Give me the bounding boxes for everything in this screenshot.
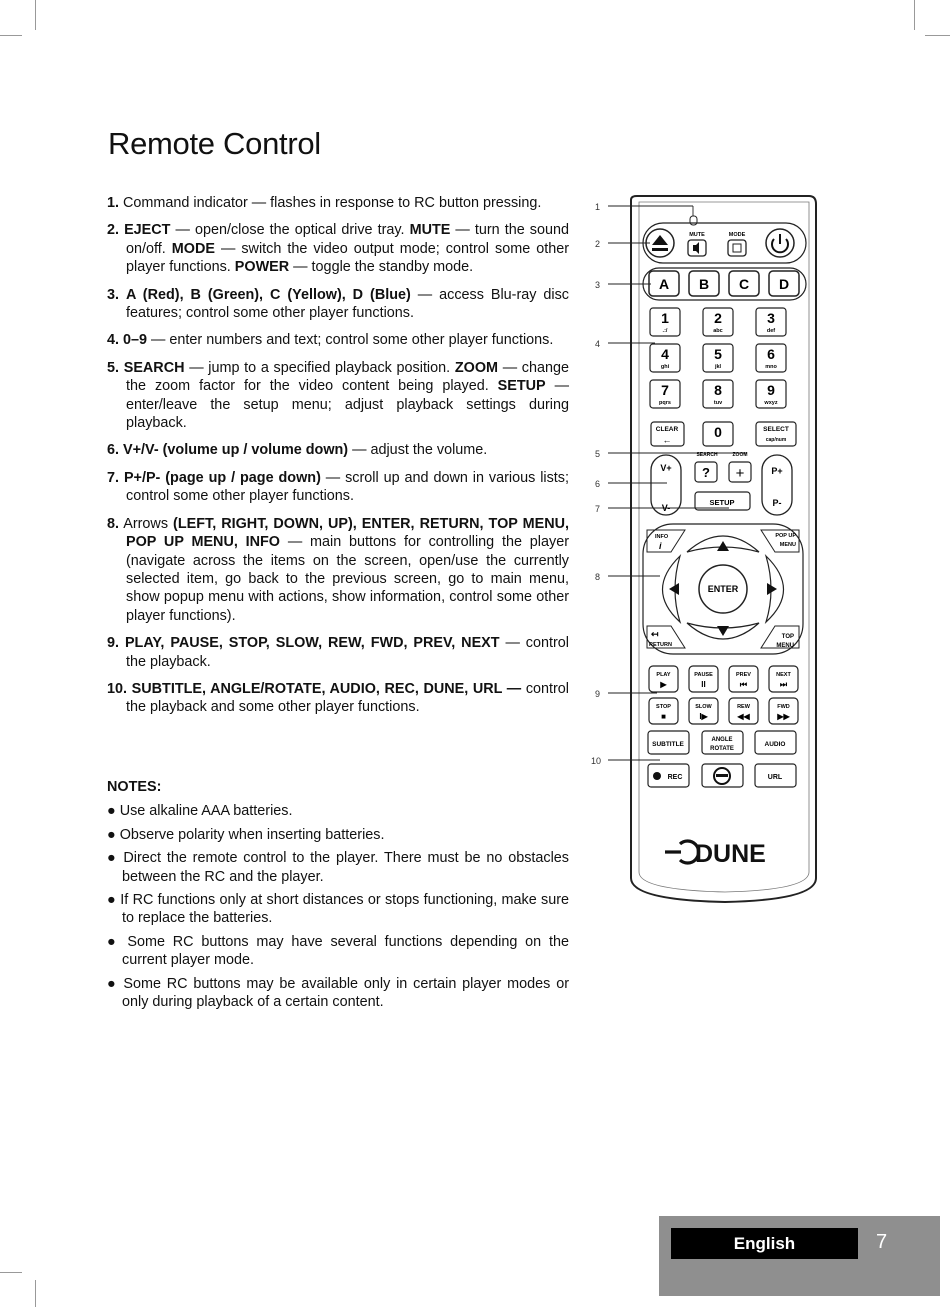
color-key-label: D [778,276,790,292]
note-text: Some RC buttons may be available only in certain player modes or only during playback of a certain content. [122,975,569,1011]
color-key-label: C [738,276,750,292]
digit-sublabel: abc [713,328,723,334]
crop-mark [35,0,36,30]
bullet-icon: ● [107,933,128,950]
crop-mark [35,1280,36,1307]
feature-item [107,331,569,349]
note-text: Direct the remote control to the player. There must be no obstacles between the RC and the player. [122,850,569,885]
top-menu-label-line2: MENU [776,643,794,649]
setup-label: SETUP [709,498,735,507]
item-text: A (Red), B (Green), C (Yellow), D (Blue) [125,286,411,303]
color-key-label: A [658,276,670,292]
digit-0-label: 0 [714,424,722,440]
zoom-icon: + [735,465,745,482]
digit-label: 9 [767,382,775,398]
item-number: 10. [107,680,128,697]
page-down-label: P- [772,498,782,508]
note-text: Some RC buttons may have several functions depending on the current player mode. [122,933,569,969]
item-text: Arrows [123,515,174,532]
info-icon: i [659,541,662,551]
crop-mark [925,35,950,36]
callout-label: 10 [591,756,602,766]
digit-label: 6 [767,346,775,362]
note-item [107,891,569,928]
next-icon: ⏭ [779,680,788,689]
item-text: — enter/leave the setup menu; adjust playback settings during playback. [126,378,569,432]
fwd-icon: ▶▶ [777,712,790,721]
select-sublabel: cap/num [765,437,787,443]
feature-item [107,359,569,433]
item-text: — turn the sound on/off. [126,222,569,257]
callout-label: 7 [595,504,601,514]
digit-sublabel: jkl [714,364,722,370]
subtitle-label: SUBTITLE [652,741,684,748]
item-text: — main buttons for controlling the player (navigate across the items on the screen, open/use the currently selected item, go back to the previous screen, go to main menu, show popup menu with actions, show information, control some other player functions). [126,534,569,624]
callout-label: 8 [595,572,601,582]
item-text: MUTE [409,222,451,239]
item-number: 1. [107,195,120,211]
item-number: 2. [107,222,120,239]
return-icon: ↤ [651,629,659,639]
item-text: POWER [234,259,290,276]
playback-key-label: PREV [736,672,751,678]
top-menu-label: TOP [781,634,794,640]
audio-label: AUDIO [764,741,786,748]
item-text: — access Blu-ray disc features; control some other player functions. [126,286,569,322]
feature-item [107,680,569,717]
item-number: 3. [107,286,120,303]
playback-key-label: NEXT [776,672,791,678]
digit-sublabel: tuv [713,400,723,406]
digit-sublabel: ghi [660,364,670,370]
bullet-icon: ● [107,975,124,992]
feature-item [107,469,569,506]
item-text: — enter numbers and text; control some other player functions. [147,332,554,349]
mode-label: MODE [728,232,746,238]
note-item [107,802,569,820]
digit-sublabel: wxyz [764,400,778,406]
page-number: 7 [876,1231,888,1253]
item-number: 9. [107,635,120,652]
digit-label: 1 [661,310,669,326]
bullet-icon: ● [107,803,120,820]
item-text: Command indicator — flashes in response to RC button pressing. [123,195,542,211]
playback-key-label: REW [737,704,750,710]
callout-label: 3 [595,280,601,290]
angle-label: ANGLE [711,737,733,743]
item-text: — control the playback. [126,635,569,670]
note-item [107,849,569,886]
language-label: English [671,1228,858,1259]
callout-label: 6 [595,479,601,489]
note-text: Observe polarity when inserting batteries. [119,826,385,843]
rec-label: REC [667,774,683,781]
item-text: MODE [171,240,215,257]
note-text: If RC functions only at short distances or stops functioning, make sure to replace the batteries. [120,892,569,927]
digit-label: 7 [661,382,669,398]
note-text: Use alkaline AAA batteries. [119,803,293,820]
bullet-icon: ● [107,826,120,843]
playback-key-label: FWD [777,704,790,710]
feature-item [107,194,569,212]
bullet-icon: ● [107,850,124,867]
item-text: 0–9 [123,332,148,349]
feature-item [107,515,569,625]
digit-label: 2 [714,310,722,326]
callout-label: 2 [595,239,601,249]
item-text: — jump to a specified playback position. [184,359,455,376]
note-item [107,826,569,844]
item-text: control the playback and some other player functions. [126,680,570,716]
item-text: — toggle the standby mode. [289,259,474,276]
color-key-label: B [698,276,710,292]
popup-label-line2: MENU [779,542,796,548]
notes-list [107,802,569,1011]
prev-icon: ⏮ [739,680,748,689]
item-text: EJECT [124,222,171,239]
remote-control-illustration [585,190,825,905]
feature-item [107,634,569,671]
crop-mark [914,0,915,30]
item-text: P+/P- (page up / page down) [123,469,321,486]
volume-up-label: V+ [660,463,672,473]
item-text: ZOOM [454,359,499,376]
item-text: SEARCH [123,359,185,376]
feature-item [107,221,569,276]
arrow-left-icon: ← [662,435,672,445]
note-item [107,975,569,1012]
digit-label: 3 [767,310,775,326]
playback-key-label: STOP [656,704,671,710]
digit-sublabel: pqrs [659,400,671,406]
rew-icon: ◀◀ [737,712,750,721]
brand-name: DUNE [695,840,766,868]
digit-sublabel: .:/ [662,328,668,334]
playback-key-label: PAUSE [694,672,713,678]
search-icon: ? [702,465,710,480]
item-text: — scroll up and down in various lists; control some other player functions. [126,469,570,505]
digit-sublabel: mno [765,364,777,370]
stop-icon: ■ [661,712,666,721]
rotate-label: ROTATE [710,746,734,752]
play-icon: ▶ [660,680,667,689]
return-label: RETURN [649,642,672,648]
digit-sublabel: def [766,328,776,334]
digit-label: 5 [714,346,722,362]
select-label: SELECT [763,426,789,433]
page-up-label: P+ [771,466,783,476]
feature-item [107,441,569,459]
page-title: Remote Control [108,126,321,161]
search-label: SEARCH [696,452,718,458]
info-label: INFO [655,534,669,540]
record-icon [653,772,661,780]
feature-list [107,194,569,726]
item-number: 4. [107,332,120,349]
notes-section [107,778,569,1016]
item-text: V+/V- (volume up / volume down) [123,442,349,459]
callout-label: 1 [595,202,601,212]
item-number: 5. [107,359,120,376]
item-text: PLAY, PAUSE, STOP, SLOW, REW, FWD, PREV, NEXT [124,635,500,652]
digit-label: 8 [714,382,722,398]
slow-icon: I▶ [699,712,708,721]
clear-label: CLEAR [655,426,679,433]
callout-label: 9 [595,689,601,699]
notes-heading: NOTES: [107,779,162,795]
bullet-icon: ● [107,892,121,909]
enter-label: ENTER [707,584,739,594]
note-item [107,933,569,970]
callout-label: 5 [595,449,601,459]
item-number: 8. [107,515,120,532]
crop-mark [0,1272,22,1273]
item-text: — open/close the optical drive tray. [170,222,410,239]
item-text: — change the zoom factor for the video content being played. [126,359,570,395]
feature-item [107,286,569,323]
crop-mark [0,35,22,36]
item-number: 7. [107,469,120,486]
url-label: URL [767,774,783,781]
playback-key-label: PLAY [656,672,671,678]
mute-label: MUTE [689,232,705,238]
item-number: 6. [107,442,120,459]
item-text: — adjust the volume. [348,442,488,459]
digit-label: 4 [661,346,669,362]
item-text: SETUP [497,378,546,395]
volume-down-label: V- [661,503,671,513]
playback-key-label: SLOW [695,704,712,710]
item-text: SUBTITLE, ANGLE/ROTATE, AUDIO, REC, DUNE, URL — [131,680,522,697]
callout-label: 4 [595,339,601,349]
item-text: — switch the video output mode; control some other player functions. [126,240,570,276]
popup-label: POP UP [775,533,796,539]
pause-icon: II [701,680,706,689]
zoom-label: ZOOM [732,452,748,458]
item-text: (LEFT, RIGHT, DOWN, UP), ENTER, RETURN, TOP MENU, POP UP MENU, INFO [126,515,569,551]
